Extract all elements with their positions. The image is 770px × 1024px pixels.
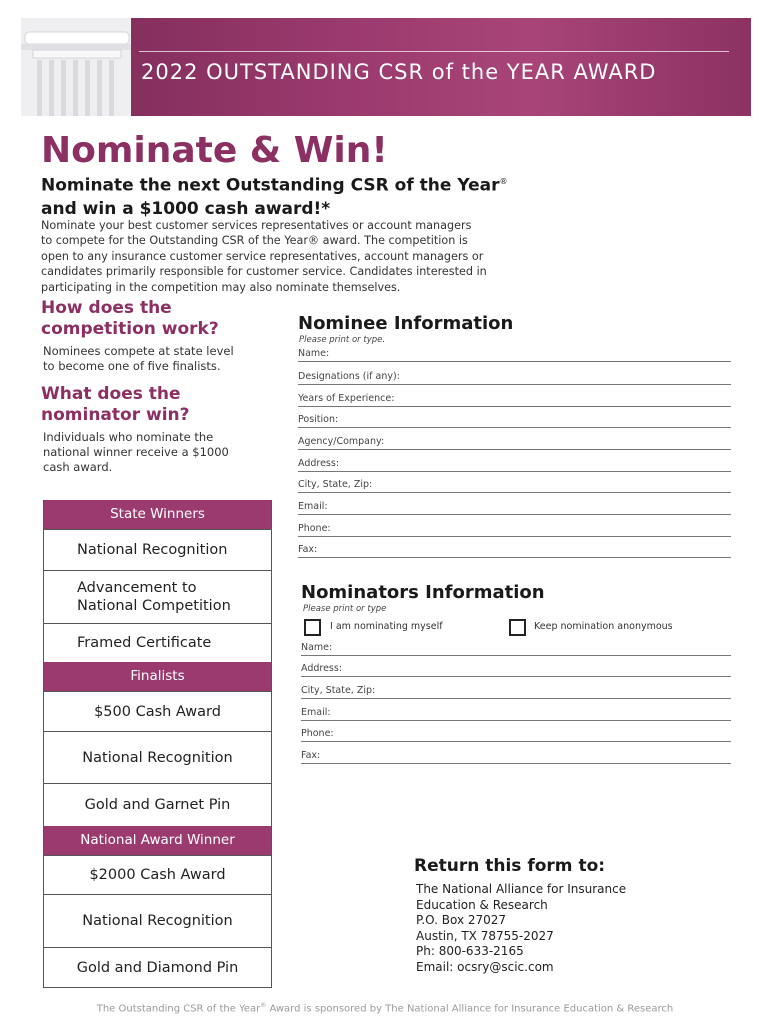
- return-title: Return this form to:: [414, 856, 606, 876]
- nominator-fax-field[interactable]: Fax:: [301, 743, 731, 764]
- nominator-name-field[interactable]: Name:: [301, 635, 731, 656]
- page-title: Nominate & Win!: [41, 130, 388, 171]
- nominee-section-title: Nominee Information: [298, 313, 514, 334]
- prize-cell: Advancement to National Competition: [44, 570, 271, 623]
- nominating-myself-checkbox[interactable]: [304, 619, 321, 636]
- prize-cell: $500 Cash Award: [44, 691, 271, 731]
- sponsor-footer: [0, 1002, 770, 1014]
- nominee-phone-field[interactable]: Phone:: [298, 516, 731, 537]
- banner-rule: [139, 51, 729, 52]
- intro-paragraph: [41, 218, 541, 295]
- header-banner: [21, 18, 751, 116]
- keep-anonymous-checkbox[interactable]: [509, 619, 526, 636]
- prize-cell: Gold and Diamond Pin: [44, 947, 271, 987]
- finalists-header: Finalists: [44, 662, 271, 691]
- nominator-phone-field[interactable]: Phone:: [301, 721, 731, 742]
- prize-cell: $2000 Cash Award: [44, 855, 271, 894]
- faq-question-competition: [41, 298, 219, 340]
- footer-reg-mark: ®: [260, 1002, 267, 1009]
- nominee-agency-field[interactable]: Agency/Company:: [298, 429, 731, 450]
- nominee-fax-field[interactable]: Fax:: [298, 537, 731, 558]
- nominee-designations-field[interactable]: Designations (if any):: [298, 364, 731, 385]
- intro-line: participating in the competition may also nominate themselves.: [41, 280, 401, 294]
- nominee-experience-field[interactable]: Years of Experience:: [298, 386, 731, 407]
- nominator-section-title: Nominators Information: [301, 582, 545, 603]
- prize-cell: Framed Certificate: [44, 623, 271, 662]
- nominee-address-field[interactable]: Address:: [298, 451, 731, 472]
- subheadline: [41, 170, 521, 221]
- faq-question-line: How does the: [41, 298, 172, 318]
- return-line: P.O. Box 27027: [416, 913, 507, 927]
- nominating-myself-label: I am nominating myself: [330, 621, 443, 632]
- keep-anonymous-label: Keep nomination anonymous: [534, 621, 673, 632]
- nominee-city-field[interactable]: City, State, Zip:: [298, 472, 731, 493]
- footer-text-2: Award is sponsored by The National Alliance for Insurance Education & Research: [266, 1003, 674, 1015]
- faq-answer-nominator: [43, 430, 229, 475]
- registered-mark: ®: [499, 177, 508, 186]
- return-line: Ph: 800-633-2165: [416, 944, 524, 958]
- prize-cell: National Recognition: [44, 894, 271, 947]
- prize-cell: National Recognition: [44, 529, 271, 570]
- nominator-city-field[interactable]: City, State, Zip:: [301, 678, 731, 699]
- prize-table: [43, 500, 272, 988]
- faq-answer-line: Nominees compete at state level: [43, 344, 234, 358]
- return-line: Education & Research: [416, 897, 548, 912]
- return-email[interactable]: Email: ocsry@scic.com: [416, 959, 554, 974]
- nominee-print-note: Please print or type.: [299, 335, 386, 345]
- return-line: The National Alliance for Insurance: [416, 882, 627, 896]
- nominator-email-field[interactable]: Email:: [301, 700, 731, 721]
- nominee-name-field[interactable]: Name:: [298, 341, 731, 362]
- return-address: [416, 882, 626, 975]
- footer-text-1: The Outstanding CSR of the Year: [96, 1003, 261, 1015]
- nominator-address-field[interactable]: Address:: [301, 656, 731, 677]
- prize-cell: Gold and Garnet Pin: [44, 783, 271, 826]
- intro-line: to compete for the Outstanding CSR of the Year® award. The competition is: [41, 234, 468, 248]
- faq-answer-line: national winner receive a $1000: [43, 445, 229, 459]
- faq-question-line: What does the: [41, 384, 181, 404]
- faq-answer-line: cash award.: [43, 460, 113, 474]
- intro-line: candidates primarily responsible for customer service. Candidates interested in: [41, 265, 487, 279]
- faq-question-line: nominator win?: [41, 405, 190, 425]
- faq-answer-competition: [43, 344, 234, 374]
- national-winner-header: National Award Winner: [44, 826, 271, 855]
- pillar-logo: [21, 18, 131, 116]
- intro-line: Nominate your best customer services representatives or account managers: [41, 219, 472, 232]
- nominee-position-field[interactable]: Position:: [298, 407, 731, 428]
- intro-line: open to any insurance customer service representatives, account managers or: [41, 249, 484, 263]
- prize-cell: National Recognition: [44, 731, 271, 783]
- faq-question-nominator: [41, 384, 190, 426]
- return-line: Austin, TX 78755-2027: [416, 928, 554, 943]
- faq-question-line: competition work?: [41, 319, 219, 339]
- subheadline-line2: and win a $1000 cash award!*: [41, 198, 331, 219]
- nominee-email-field[interactable]: Email:: [298, 494, 731, 515]
- faq-answer-line: to become one of five finalists.: [43, 359, 221, 373]
- nominator-print-note: Please print or type: [303, 604, 387, 614]
- subheadline-line1: Nominate the next Outstanding CSR of the Year: [41, 175, 500, 196]
- banner-title: 2022 OUTSTANDING CSR of the YEAR AWARD: [141, 60, 657, 84]
- faq-answer-line: Individuals who nominate the: [43, 430, 214, 444]
- state-winners-header: State Winners: [44, 500, 271, 529]
